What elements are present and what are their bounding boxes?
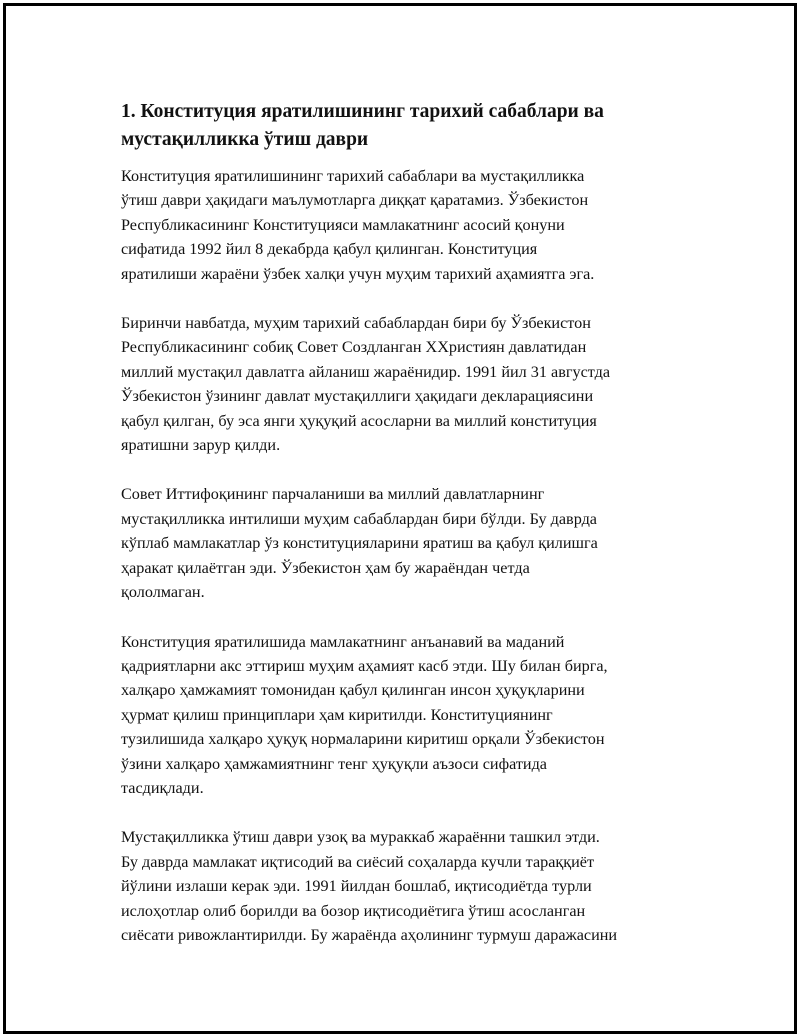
heading-line: мустақилликка ўтиш даври	[121, 129, 369, 150]
text-line: яратишни зарур қилди.	[121, 436, 281, 455]
paragraph-1	[121, 164, 691, 286]
text-line: қабул қилган, бу эса янги ҳуқуқий асосларни ва миллий конституция	[121, 411, 597, 430]
text-line: ҳаракат қилаётган эди. Ўзбекистон ҳам бу жараёндан четда	[121, 558, 530, 577]
text-line: Бу даврда мамлакат иқтисодий ва сиёсий соҳаларда кучли тараққиёт	[121, 852, 595, 871]
paragraph-4	[121, 630, 691, 801]
text-line: Ўзбекистон ўзининг давлат мустақиллиги ҳақидаги декларациясини	[121, 387, 594, 406]
text-line: сифатида 1992 йил 8 декабрда қабул қилинган. Конституция	[121, 240, 538, 259]
section-heading	[121, 98, 691, 154]
paragraph-3	[121, 482, 691, 604]
text-line: ҳурмат қилиш принциплари ҳам киритилди. Конституциянинг	[121, 705, 553, 724]
text-line: ислоҳотлар олиб борилди ва бозор иқтисодиётига ўтиш асосланган	[121, 901, 586, 920]
document-body	[121, 98, 691, 972]
text-line: Конституция яратилишининг тарихий сабаблари ва мустақилликка	[121, 167, 585, 185]
paragraph-5	[121, 825, 691, 947]
text-line: тузилишида халқаро ҳуқуқ нормаларини киритиш орқали Ўзбекистон	[121, 730, 605, 749]
text-line: яратилиши жараёни ўзбек халқи учун муҳим тарихий аҳамиятга эга.	[121, 264, 595, 283]
text-line: Мустақилликка ўтиш даври узоқ ва мураккаб жараённи ташкил этди.	[121, 828, 600, 847]
text-line: кўплаб мамлакатлар ўз конституцияларини яратиш ва қабул қилишга	[121, 534, 598, 553]
text-line: сиёсати ривожлантирилди. Бу жараёнда аҳолининг турмуш даражасини	[121, 925, 618, 944]
text-line: Республикасининг собиқ Совет Создланган XXристиян давлатидан	[121, 338, 587, 357]
text-line: мустақилликка интилиши муҳим сабаблардан бири бўлди. Бу даврда	[121, 509, 597, 528]
text-line: Биринчи навбатда, муҳим тарихий сабаблардан бири бу Ўзбекистон	[121, 314, 591, 333]
text-line: тасдиқлади.	[121, 778, 204, 797]
text-line: миллий мустақил давлатга айланиш жараёнидир. 1991 йил 31 августда	[121, 362, 611, 381]
text-line: қололмаган.	[121, 583, 205, 602]
text-line: Конституция яратилишида мамлакатнинг анъанавий ва маданий	[121, 632, 565, 651]
text-line: ўзини халқаро ҳамжамиятнинг тенг ҳуқуқли аъзоси сифатида	[121, 754, 547, 773]
text-line: Совет Иттифоқининг парчаланиши ва миллий давлатларнинг	[121, 485, 545, 504]
text-line: халқаро ҳамжамият томонидан қабул қилинган инсон ҳуқуқларини	[121, 681, 585, 700]
paragraph-2	[121, 311, 691, 457]
text-line: Республикасининг Конституцияси мамлакатнинг асосий қонуни	[121, 215, 565, 234]
text-line: йўлини излаши керак эди. 1991 йилдан бошлаб, иқтисодиётда турли	[121, 877, 592, 896]
text-line: ўтиш даври ҳақидаги маълумотларга диққат қаратамиз. Ўзбекистон	[121, 191, 589, 210]
heading-line: 1. Конституция яратилишининг тарихий сабаблари ва	[121, 101, 604, 122]
text-line: қадриятларни акс эттириш муҳим аҳамият касб этди. Шу билан бирга,	[121, 656, 608, 675]
page-frame	[3, 3, 797, 1034]
